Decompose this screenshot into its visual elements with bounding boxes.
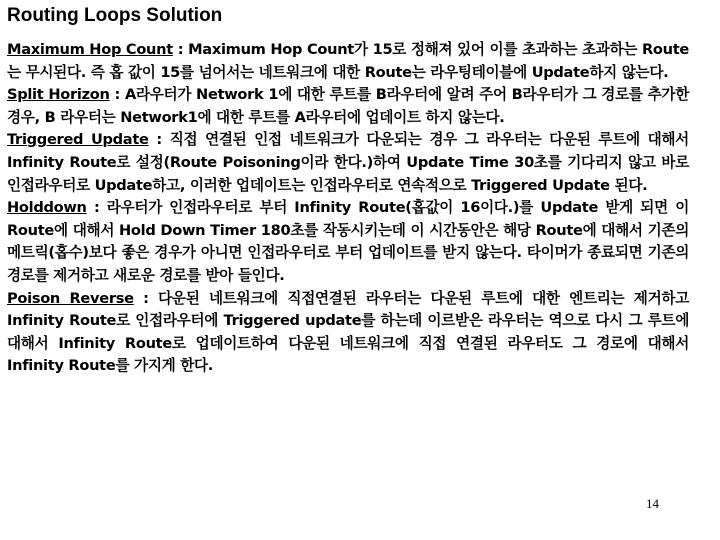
paragraph-triggered-update — [7, 129, 689, 197]
slide-title: Routing Loops Solution — [7, 5, 223, 26]
paragraph-max-hop-count — [7, 39, 689, 84]
desc-triggered-update: : 직접 연결된 인접 네트워크가 다운되는 경우 그 라우터는 다운된 루트에 대해서 Infinity Route로 설정(Route Poisoning이라 한다.)하여 Update Time 30초를 기다리지 않고 바로 인접라우터로 Update하고, 이러한 업데이트는 인접라우터로 연속적으로 Triggered Update 된다. — [7, 131, 689, 194]
page-number: 14 — [646, 496, 659, 511]
desc-max-hop-count: : Maximum Hop Count가 15로 정해져 있어 이를 초과하는 초과하는 Route는 무시된다. 즉 홉 값이 15를 넘어서는 네트워크에 대한 Route는 라우팅테이블에 Update하지 않는다. — [7, 41, 690, 81]
term-split-horizon: Split Horizon — [7, 86, 110, 104]
paragraph-poison-reverse — [7, 288, 689, 378]
term-max-hop-count: Maximum Hop Count — [7, 41, 173, 58]
desc-poison-reverse: : 다운된 네트워크에 직접연결된 라우터는 다운된 루트에 대한 엔트리는 제거하고 Infinity Route로 인접라우터에 Triggered update를 하는데 이르받은 라우터는 역으로 다시 그 루트에 대해서 Infinity Route로 업데이트하여 다운된 네트워크에 직접 연결된 라우터도 그 경로에 대해서 Infinity Route를 가지게 한다. — [7, 289, 689, 375]
term-poison-reverse: Poison Reverse — [7, 289, 134, 307]
desc-holddown: : 라우터가 인접라우터로 부터 Infinity Route(홉값이 16이다.)를 Update 받게 되면 이 Route에 대해서 Hold Down Timer 180초를 작동시키는데 이 시간동안은 해당 Route에 대해서 기존의 메트릭(홉수)보다 좋은 경우가 아니면 인접라우터로 부터 업데이트를 받지 않는다. 타이머가 종료되면 기존의 경로를 제거하고 새로운 경로를 받아 들인다. — [7, 199, 689, 284]
term-holddown: Holddown — [7, 199, 87, 217]
slide-body — [7, 39, 689, 378]
desc-split-horizon: : A라우터가 Network 1에 대한 루트를 B라우터에 알려 주어 B라우터가 그 경로를 추가한 경우, B 라우터는 Network1에 대한 루트를 A라우터에 업데이트 하지 않는다. — [7, 86, 690, 126]
term-triggered-update: Triggered Update — [7, 131, 149, 149]
paragraph-split-horizon — [7, 84, 689, 129]
paragraph-holddown — [7, 197, 689, 287]
